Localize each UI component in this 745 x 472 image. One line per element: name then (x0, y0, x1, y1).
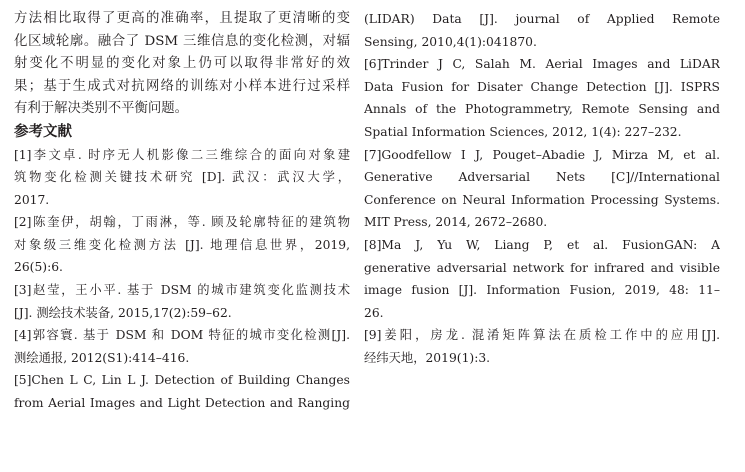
reference-line: Annals of the Photogrammetry, Remote Sensing and (364, 102, 720, 117)
reference-line: 2017. (14, 192, 50, 207)
references-heading: 参考文献 (14, 123, 72, 140)
reference-line: 26(5):6. (14, 260, 63, 275)
body-line: 射变化不明显的变化对象上仍可以取得非常好的效 (14, 56, 350, 71)
reference-item-7 (364, 144, 720, 234)
reference-line: (LIDAR) Data [J]. journal of Applied Remote (364, 12, 720, 26)
reference-line: [4]郭容寰. 基于 DSM 和 DOM 特征的城市变化检测[J]. (14, 328, 350, 343)
left-column (14, 8, 350, 415)
reference-line: Conference on Neural Information Processing Systems. (364, 192, 720, 207)
reference-line: image fusion [J]. Information Fusion, 2019, 48: 11– (364, 283, 720, 298)
reference-line: generative adversarial network for infrared and visible (364, 260, 720, 275)
reference-item-9 (364, 324, 720, 369)
reference-line: 经纬天地，2019(1):3. (364, 350, 491, 365)
reference-line: [1]李文卓. 时序无人机影像二三维综合的面向对象建 (14, 147, 350, 162)
reference-item-4 (14, 324, 350, 369)
reference-line: [3]赵莹，王小平. 基于 DSM 的城市建筑变化监测技术 (14, 283, 350, 298)
reference-line: [7]Goodfellow I J, Pouget–Abadie J, Mirza M, et al. (364, 147, 720, 162)
reference-item-5 (14, 369, 350, 414)
body-line: 化区域轮廓。融合了 DSM 三维信息的变化检测，对辐 (14, 33, 350, 49)
reference-line: [8]Ma J, Yu W, Liang P, et al. FusionGAN: A (364, 237, 720, 252)
reference-line: [9]姜阳，房龙. 混淆矩阵算法在质检工作中的应用[J]. (364, 328, 720, 343)
reference-line: [5]Chen L C, Lin L J. Detection of Building Changes (14, 373, 350, 388)
body-line: 方法相比取得了更高的准确率，且提取了更清晰的变 (14, 11, 350, 26)
reference-item-5-continued (364, 8, 720, 53)
reference-item-2 (14, 211, 350, 279)
reference-line: 测绘通报, 2012(S1):414–416. (14, 350, 190, 365)
right-column (364, 8, 720, 370)
reference-line: [J]. 测绘技术装备, 2015,17(2):59–62. (14, 305, 232, 320)
reference-list-left (14, 144, 350, 415)
reference-item-8 (364, 234, 720, 324)
reference-line: 筑物变化检测关键技术研究 [D]. 武汉：武汉大学， (14, 170, 350, 185)
reference-item-3 (14, 279, 350, 324)
reference-line: from Aerial Images and Light Detection and Ranging (14, 396, 350, 411)
body-line: 有利于解决类别不平衡问题。 (14, 101, 189, 116)
reference-line: [6]Trinder J C, Salah M. Aerial Images and LiDAR (364, 57, 720, 72)
reference-list-right (364, 8, 720, 370)
body-paragraph (14, 8, 350, 121)
reference-line: Data Fusion for Disater Change Detection [J]. ISPRS (364, 79, 720, 94)
reference-item-6 (364, 53, 720, 143)
reference-line: 对象级三维变化检测方法 [J]. 地理信息世界，2019, (14, 237, 350, 252)
reference-line: MIT Press, 2014, 2672–2680. (364, 215, 548, 230)
reference-line: 26. (364, 305, 384, 320)
reference-line: [2]陈奎伊，胡翰，丁雨淋，等. 顾及轮廓特征的建筑物 (14, 215, 350, 230)
body-line: 果；基于生成式对抗网络的训练对小样本进行过采样 (14, 78, 350, 94)
reference-line: Spatial Information Sciences, 2012, 1(4): 227–232. (364, 124, 682, 139)
reference-line: Generative Adversarial Nets [C]//International (364, 170, 720, 185)
reference-item-1 (14, 144, 350, 212)
reference-line: Sensing, 2010,4(1):041870. (364, 34, 537, 49)
